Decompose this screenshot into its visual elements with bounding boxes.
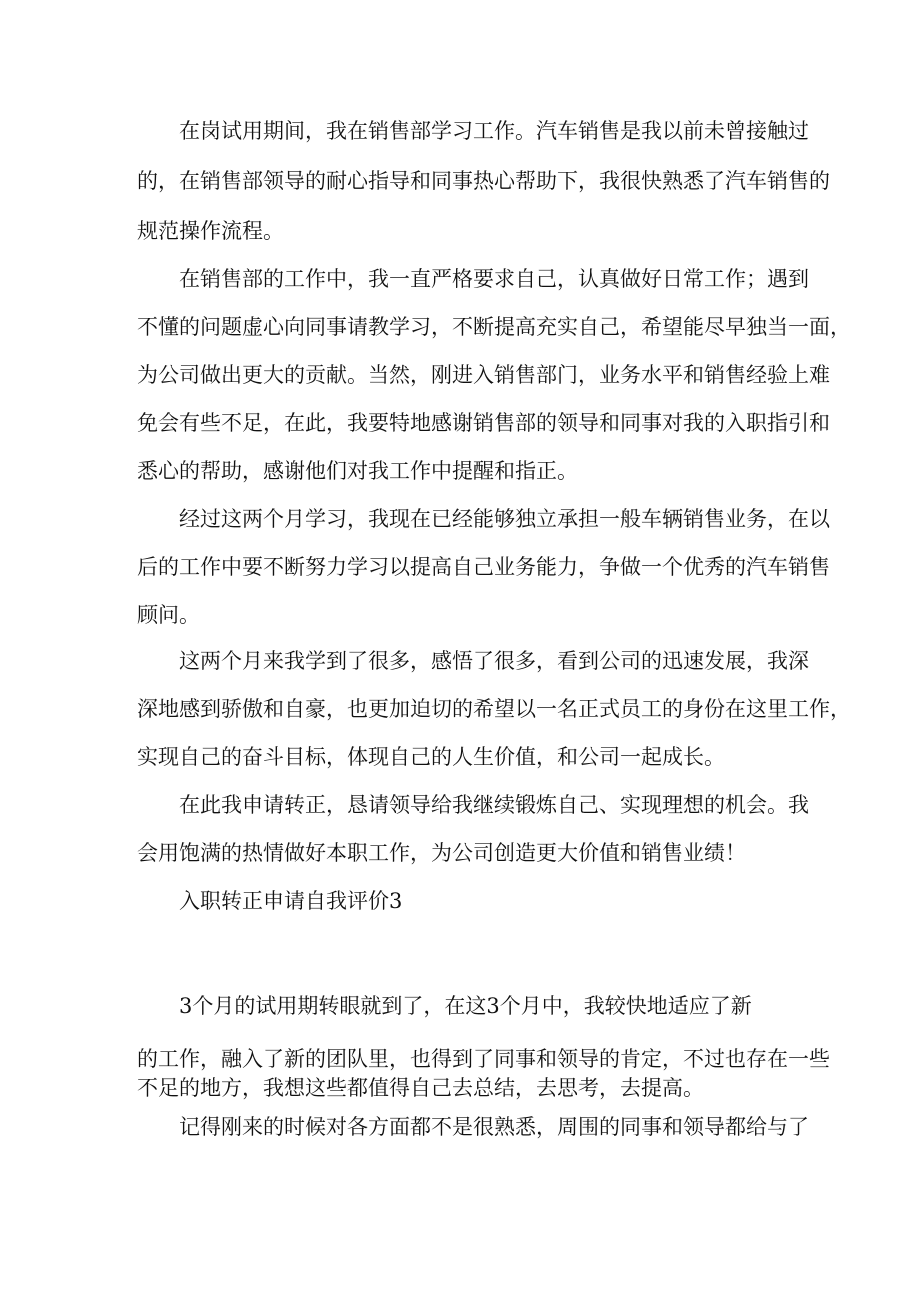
paragraph-3-line-3: 顾问。: [137, 603, 200, 627]
paragraph-2-line-5: 悉心的帮助，感谢他们对我工作中提醒和指正。: [137, 459, 578, 483]
paragraph-4-line-3: 实现自己的奋斗目标，体现自己的人生价值，和公司一起成长。: [137, 745, 725, 769]
paragraph-2-line-1: 在销售部的工作中，我一直严格要求自己，认真做好日常工作；遇到: [179, 267, 809, 291]
paragraph-5-line-1: 在此我申请转正，恳请领导给我继续锻炼自己、实现理想的机会。我: [179, 793, 809, 817]
paragraph-1-line-3: 规范操作流程。: [137, 219, 284, 243]
paragraph-3-line-1: 经过这两个月学习，我现在已经能够独立承担一般车辆销售业务，在以: [179, 507, 830, 531]
paragraph-6-line-1: 3个月的试用期转眼就到了，在这3个月中，我较快地适应了新: [179, 994, 752, 1018]
paragraph-1-line-1: 在岗试用期间，我在销售部学习工作。汽车销售是我以前未曾接触过: [179, 119, 809, 143]
paragraph-5-line-2: 会用饱满的热情做好本职工作，为公司创造更大价值和销售业绩！: [137, 841, 746, 865]
paragraph-3-line-2: 后的工作中要不断努力学习以提高自己业务能力，争做一个优秀的汽车销售: [137, 555, 830, 579]
paragraph-4-line-1: 这两个月来我学到了很多，感悟了很多，看到公司的迅速发展，我深: [179, 649, 809, 673]
paragraph-2-line-4: 免会有些不足，在此，我要特地感谢销售部的领导和同事对我的入职指引和: [137, 411, 830, 435]
paragraph-1-line-2: 的，在销售部领导的耐心指导和同事热心帮助下，我很快熟悉了汽车销售的: [137, 169, 830, 193]
paragraph-2-line-2: 不懂的问题虚心向同事请教学习，不断提高充实自己，希望能尽早独当一面，: [137, 315, 851, 339]
paragraph-7-line-1: 记得刚来的时候对各方面都不是很熟悉，周围的同事和领导都给与了: [179, 1115, 809, 1139]
paragraph-2-line-3: 为公司做出更大的贡献。当然，刚进入销售部门，业务水平和销售经验上难: [137, 363, 830, 387]
paragraph-6-line-3: 不足的地方，我想这些都值得自己去总结，去思考，去提高。: [137, 1076, 704, 1100]
paragraph-6-line-2: 的工作，融入了新的团队里，也得到了同事和领导的肯定，不过也存在一些: [137, 1047, 830, 1071]
paragraph-4-line-2: 深地感到骄傲和自豪，也更加迫切的希望以一名正式员工的身份在这里工作，: [137, 697, 851, 721]
section-heading: 入职转正申请自我评价3: [179, 889, 403, 913]
